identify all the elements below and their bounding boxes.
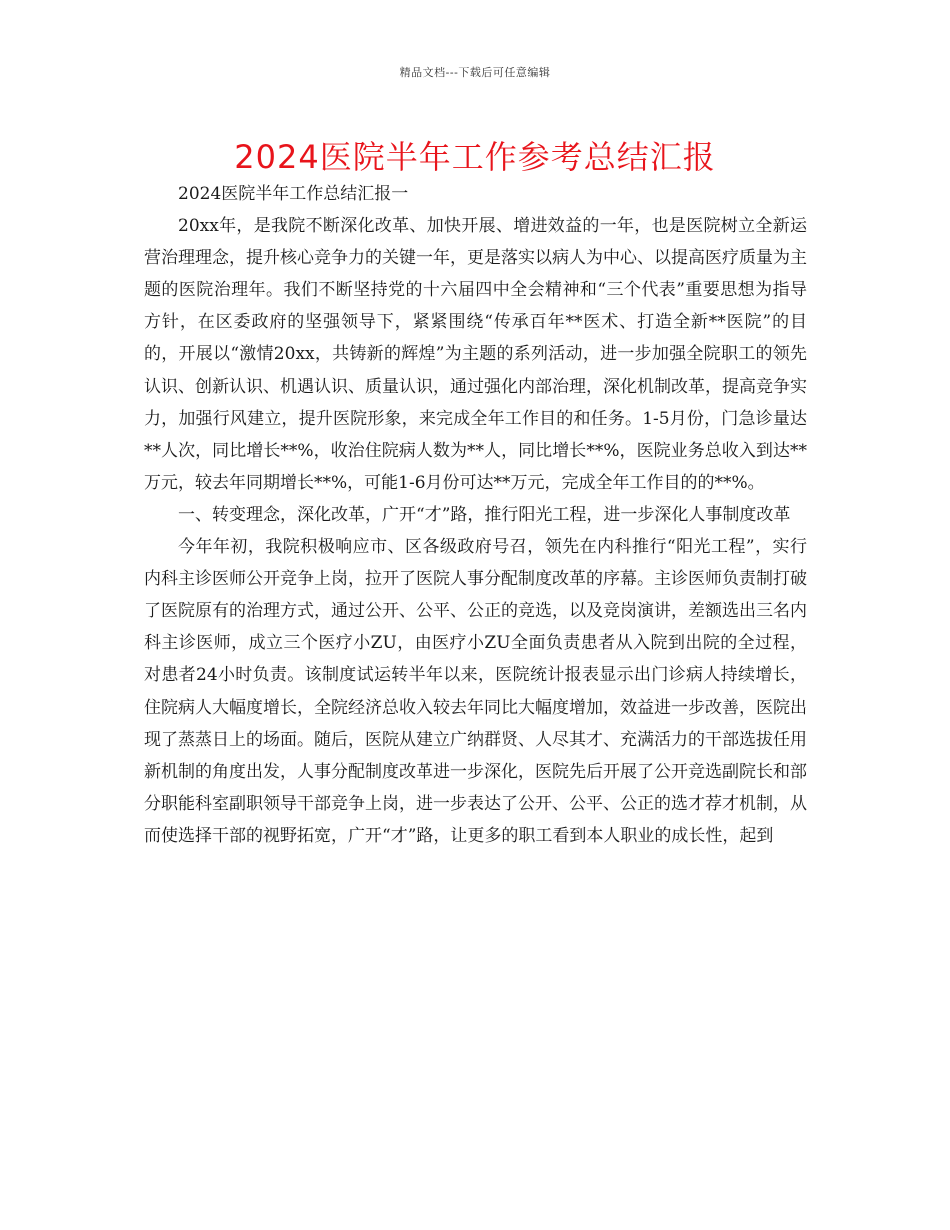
section-heading: 一、转变理念，深化改革，广开“才”路，推行阳光工程，进一步深化人事制度改革 [178,504,791,525]
document-body [144,178,807,852]
document-title: 2024医院半年工作参考总结汇报 [234,138,716,176]
subtitle-paragraph: 2024医院半年工作总结汇报一 [178,184,409,204]
body-paragraph: 20xx年，是我院不断深化改革、加快开展、增进效益的一年，也是医院树立全新运营治理理念，提升核心竞争力的关键一年，更是落实以病人为中心、以提高医疗质量为主题的医院治理年。我们不断坚持党的十六届四中全会精神和“三个代表”重要思想为指导方针，在区委政府的坚强领导下，紧紧围绕“传承百年**医术、打造全新**医院”的目的，开展以“激情20xx，共铸新的辉煌”为主题的系列活动，进一步加强全院职工的领先认识、创新认识、机遇认识、质量认识，通过强化内部治理，深化机制改革，提高竞争实力，加强行风建立，提升医院形象，来完成全年工作目的和任务。1-5月份，门急诊量达**人次，同比增长**%，收治住院病人数为**人，同比增长**%，医院业务总收入到达**万元，较去年同期增长**%，可能1-6月份可达**万元，完成全年工作目的的**%。 [144,216,807,493]
header-note: 精品文档---下载后可任意编辑 [399,66,551,79]
body-paragraph: 今年年初，我院积极响应市、区各级政府号召，领先在内科推行“阳光工程”，实行内科主诊医师公开竞争上岗，拉开了医院人事分配制度改革的序幕。主诊医师负责制打破了医院原有的治理方式，通过公开、公平、公正的竞选，以及竞岗演讲，差额选出三名内科主诊医师，成立三个医疗小ZU，由医疗小ZU全面负责患者从入院到出院的全过程，对患者24小时负责。该制度试运转半年以来，医院统计报表显示出门诊病人持续增长，住院病人大幅度增长，全院经济总收入较去年同比大幅度增加，效益进一步改善，医院出现了蒸蒸日上的场面。随后，医院从建立广纳群贤、人尽其才、充满活力的干部选拔任用新机制的角度出发，人事分配制度改革进一步深化，医院先后开展了公开竞选副院长和部分职能科室副职领导干部竞争上岗，进一步表达了公开、公平、公正的选才荐才机制，从而使选择干部的视野拓宽，广开“才”路，让更多的职工看到本人职业的成长性，起到 [144,537,807,846]
